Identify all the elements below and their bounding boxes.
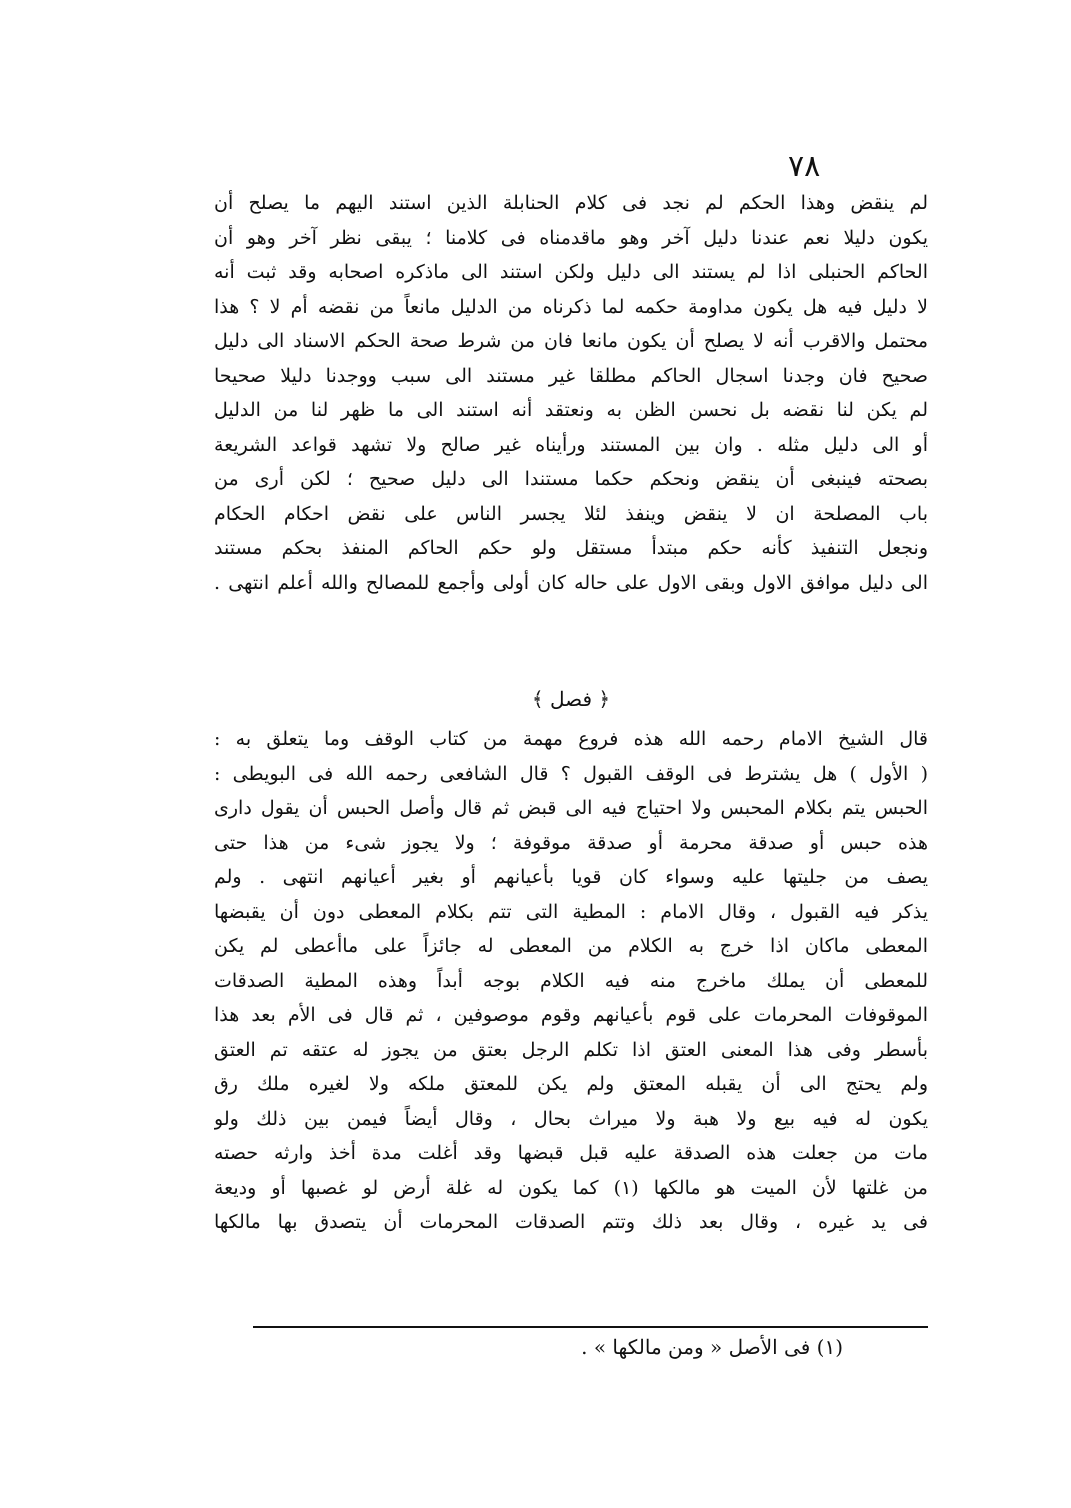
text-line: فى يد غيره ، وقال بعد ذلك وتتم الصدقات المحرمات أن يتصدق بها مالكها <box>214 1211 928 1233</box>
text-line: لم ينقض وهذا الحكم لم نجد فى كلام الحنابلة الذين استند اليهم ما يصلح أن <box>214 192 928 214</box>
text-line: بأسطر وفى هذا المعنى العتق اذا تكلم الرجل بعتق من يجوز له عتقه تم العتق <box>214 1038 928 1061</box>
text-line: المعطى ماكان اذا خرج به الكلام من المعطى له جائزاً على ماأعطى لم يكن <box>214 935 928 957</box>
text-line: لم يكن لنا نقضه بل نحسن الظن به ونعتقد أنه استند الى ما ظهر لنا من الدليل <box>214 399 928 421</box>
text-line: يصف من جليتها عليه وسواء كان قويا بأعيانهم أو بغير أعيانهم انتهى . ولم <box>214 866 928 888</box>
text-line: الى دليل موافق الاول وبقى الاول على حاله كان أولى وأجمع للمصالح والله أعلم انتهى . <box>214 571 928 594</box>
text-line: هذه حبس أو صدقة محرمة أو صدقة موقوفة ؛ ولا يجوز شىء من هذا حتى <box>214 831 928 854</box>
paragraph-2 <box>214 722 928 1240</box>
text-line: للمعطى أن يملك ماخرج منه فيه الكلام بوجه أبداً وهذه المطية الصدقات <box>214 969 928 992</box>
text-line: يذكر فيه القبول ، وقال الامام : المطية التى تتم بكلام المعطى دون أن يقبضها <box>214 900 928 923</box>
text-line: بصحته فينبغى أن ينقض ونحكم حكما مستندا الى دليل صحيح ؛ لكن أرى من <box>214 468 928 490</box>
text-line: يكون له فيه بيع ولا هبة ولا ميراث بحال ، وقال أيضاً فيمن بين ذلك ولو <box>214 1107 928 1130</box>
paragraph-1 <box>214 186 928 600</box>
text-line: الحبس يتم بكلام المحبس ولا احتياج فيه الى قبض ثم قال وأصل الحبس أن يقول دارى <box>214 797 928 819</box>
text-line: أو الى دليل مثله . وان بين المستند ورأيناه غير صالح ولا تشهد قواعد الشريعة <box>214 433 928 456</box>
text-line: صحيح فان وجدنا اسجال الحاكم مطلقا غير مستند الى سبب ووجدنا دليلا صحيحا <box>214 364 928 387</box>
text-line: مات من جعلت هذه الصدقة عليه قبل قبضها وقد أغلت مدة أخذ وارثه حصته <box>214 1142 928 1164</box>
text-line: الموقوفات المحرمات على قوم بأعيانهم وقوم موصوفين ، ثم قال فى الأم بعد هذا <box>214 1004 928 1026</box>
text-line: يكون دليلا نعم عندنا دليل آخر وهو ماقدمناه فى كلامنا ؛ يبقى نظر آخر وهو أن <box>214 226 928 249</box>
page-number: ٧٨ <box>788 149 821 184</box>
text-line: الحاكم الحنبلى اذا لم يستند الى دليل ولكن استند الى ماذكره اصحابه وقد ثبت أنه <box>214 261 928 283</box>
text-line: ونجعل التنفيذ كأنه حكم مبتدأ مستقل ولو حكم الحاكم المنفذ بحكم مستند <box>214 537 928 559</box>
footnote: (١) فى الأصل « ومن مالكها » . <box>581 1335 843 1359</box>
footnote-divider <box>253 1326 928 1328</box>
text-line: لا دليل فيه هل يكون مداومة حكمه لما ذكرناه من الدليل مانعاً من نقضه أم لا ؟ هذا <box>214 295 928 318</box>
text-line: ( الأول ) هل يشترط فى الوقف القبول ؟ قال الشافعى رحمه الله فى البويطى : <box>214 762 928 785</box>
section-heading: ﴿ فصل ﴾ <box>531 687 611 711</box>
text-line: محتمل والاقرب أنه لا يصلح أن يكون مانعا فان من شرط صحة الحكم الاسناد الى دليل <box>214 330 928 352</box>
text-line: من غلتها لأن الميت هو مالكها (١) كما يكون له غلة أرض لو غصبها أو وديعة <box>214 1176 928 1199</box>
text-line: ولم يحتج الى أن يقبله المعتق ولم يكن للمعتق ملكه ولا لغيره ملك رق <box>214 1073 928 1095</box>
text-line: باب المصلحة ان لا ينقض وينفذ لئلا يجسر الناس على نقض احكام الحكام <box>214 502 928 525</box>
text-line: قال الشيخ الامام رحمه الله هذه فروع مهمة من كتاب الوقف وما يتعلق به : <box>214 728 928 750</box>
